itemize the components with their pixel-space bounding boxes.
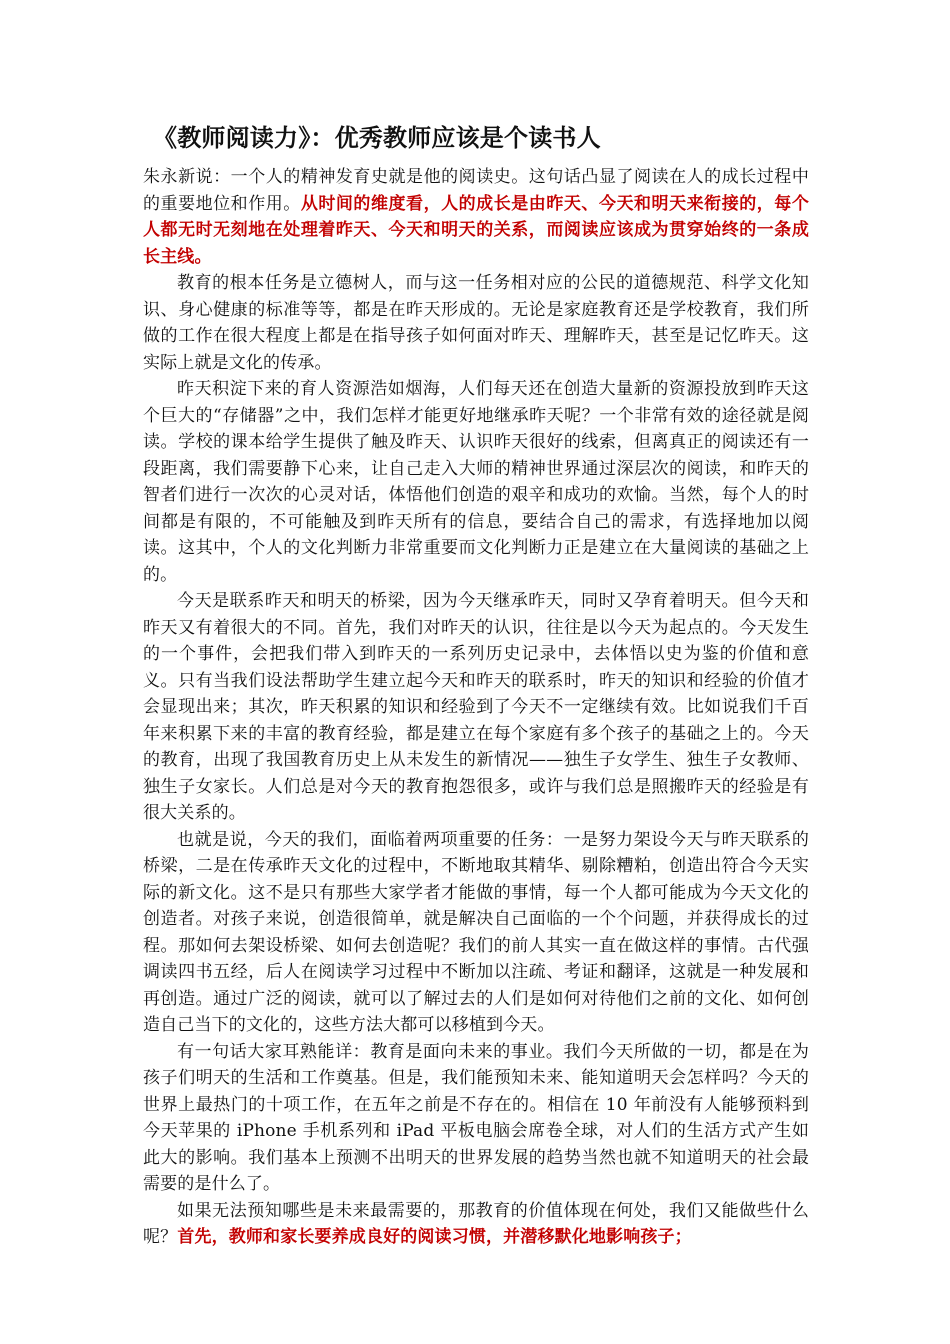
document-title: 《教师阅读力》：优秀教师应该是个读书人 bbox=[153, 123, 601, 152]
paragraph-4-text: 今天是联系昨天和明天的桥梁，因为今天继承昨天，同时又孕育着明天。但今天和昨天又有着很大的不同。首先，我们对昨天的认识，往往是以今天为起点的。今天发生的一个事件，会把我们带入到昨天的一系列历史记录中，去体悟以史为鉴的价值和意义。只有当我们设法帮助学生建立起今天和昨天的联系时，昨天的知识和经验的价值才会显现出来；其次，昨天积累的知识和经验到了今天不一定继续有效。比如说我们千百年来积累下来的丰富的教育经验，都是建立在每个家庭有多个孩子的基础之上的。今天的教育，出现了我国教育历史上从未发生的新情况——独生子女学生、独生子女教师、独生子女家长。人们总是对今天的教育抱怨很多，或许与我们总是照搬昨天的经验是有很大关系的。 bbox=[143, 591, 809, 823]
paragraph-1-text: 朱永新说：一个人的精神发育史就是他的阅读史。这句话凸显了阅读在人的成长过程中的重要地位和作用。 bbox=[143, 167, 809, 214]
paragraph-1 bbox=[143, 164, 809, 270]
paragraph-4 bbox=[143, 588, 809, 827]
paragraph-2-text: 教育的根本任务是立德树人，而与这一任务相对应的公民的道德规范、科学文化知识、身心健康的标准等等，都是在昨天形成的。无论是家庭教育还是学校教育，我们所做的工作在很大程度上都是在指导孩子如何面对昨天、理解昨天，甚至是记忆昨天。这实际上就是文化的传承。 bbox=[143, 273, 809, 373]
document-content bbox=[143, 118, 809, 1251]
paragraph-3-text: 昨天积淀下来的育人资源浩如烟海，人们每天还在创造大量新的资源投放到昨天这个巨大的“存储器”之中，我们怎样才能更好地继承昨天呢？一个非常有效的途径就是阅读。学校的课本给学生提供了触及昨天、认识昨天很好的线索，但离真正的阅读还有一段距离，我们需要静下心来，让自己走入大师的精神世界通过深层次的阅读，和昨天的智者们进行一次次的心灵对话，体悟他们创造的艰辛和成功的欢愉。当然，每个人的时间都是有限的，不可能触及到昨天所有的信息，要结合自己的需求，有选择地加以阅读。这其中，个人的文化判断力非常重要而文化判断力正是建立在大量阅读的基础之上的。 bbox=[143, 379, 809, 585]
paragraph-5-text: 也就是说，今天的我们，面临着两项重要的任务：一是努力架设今天与昨天联系的桥梁，二是在传承昨天文化的过程中，不断地取其精华、剔除糟粕，创造出符合今天实际的新文化。这不是只有那些大家学者才能做的事情，每一个人都可能成为今天文化的创造者。对孩子来说，创造很简单，就是解决自己面临的一个个问题，并获得成长的过程。那如何去架设桥梁、如何去创造呢？我们的前人其实一直在做这样的事情。古代强调读四书五经，后人在阅读学习过程中不断加以注疏、考证和翻译，这就是一种发展和再创造。通过广泛的阅读，就可以了解过去的人们是如何对待他们之前的文化、如何创造自己当下的文化的，这些方法大都可以移植到今天。 bbox=[143, 829, 809, 1035]
paragraph-6-text: 有一句话大家耳熟能详：教育是面向未来的事业。我们今天所做的一切，都是在为孩子们明天的生活和工作奠基。但是，我们能预知未来、能知道明天会怎样吗？今天的世界上最热门的十项工作，在五年之前是不存在的。相信在 10 年前没有人能够预料到今天苹果的 iPhone 手机系列和 iPad 平板电脑会席卷全球，对人们的生活方式产生如此大的影响。我们基本上预测不出明天的世界发展的趋势当然也就不知道明天的社会最需要的是什么了。 bbox=[143, 1041, 809, 1194]
paragraph-7-highlight: 首先，教师和家长要养成良好的阅读习惯，并潜移默化地影响孩子； bbox=[177, 1227, 692, 1247]
paragraph-5 bbox=[143, 827, 809, 1039]
paragraph-6 bbox=[143, 1039, 809, 1198]
paragraph-2 bbox=[143, 270, 809, 376]
paragraph-3 bbox=[143, 376, 809, 588]
paragraph-7-text: 如果无法预知哪些是未来最需要的，那教育的价值体现在何处，我们又能做些什么呢？ bbox=[143, 1200, 809, 1247]
paragraph-1-highlight: 从时间的维度看，人的成长是由昨天、今天和明天来衔接的，每个人都无时无刻地在处理着昨天、今天和明天的关系，而阅读应该成为贯穿始终的一条成长主线。 bbox=[143, 193, 809, 267]
paragraph-7 bbox=[143, 1198, 809, 1251]
